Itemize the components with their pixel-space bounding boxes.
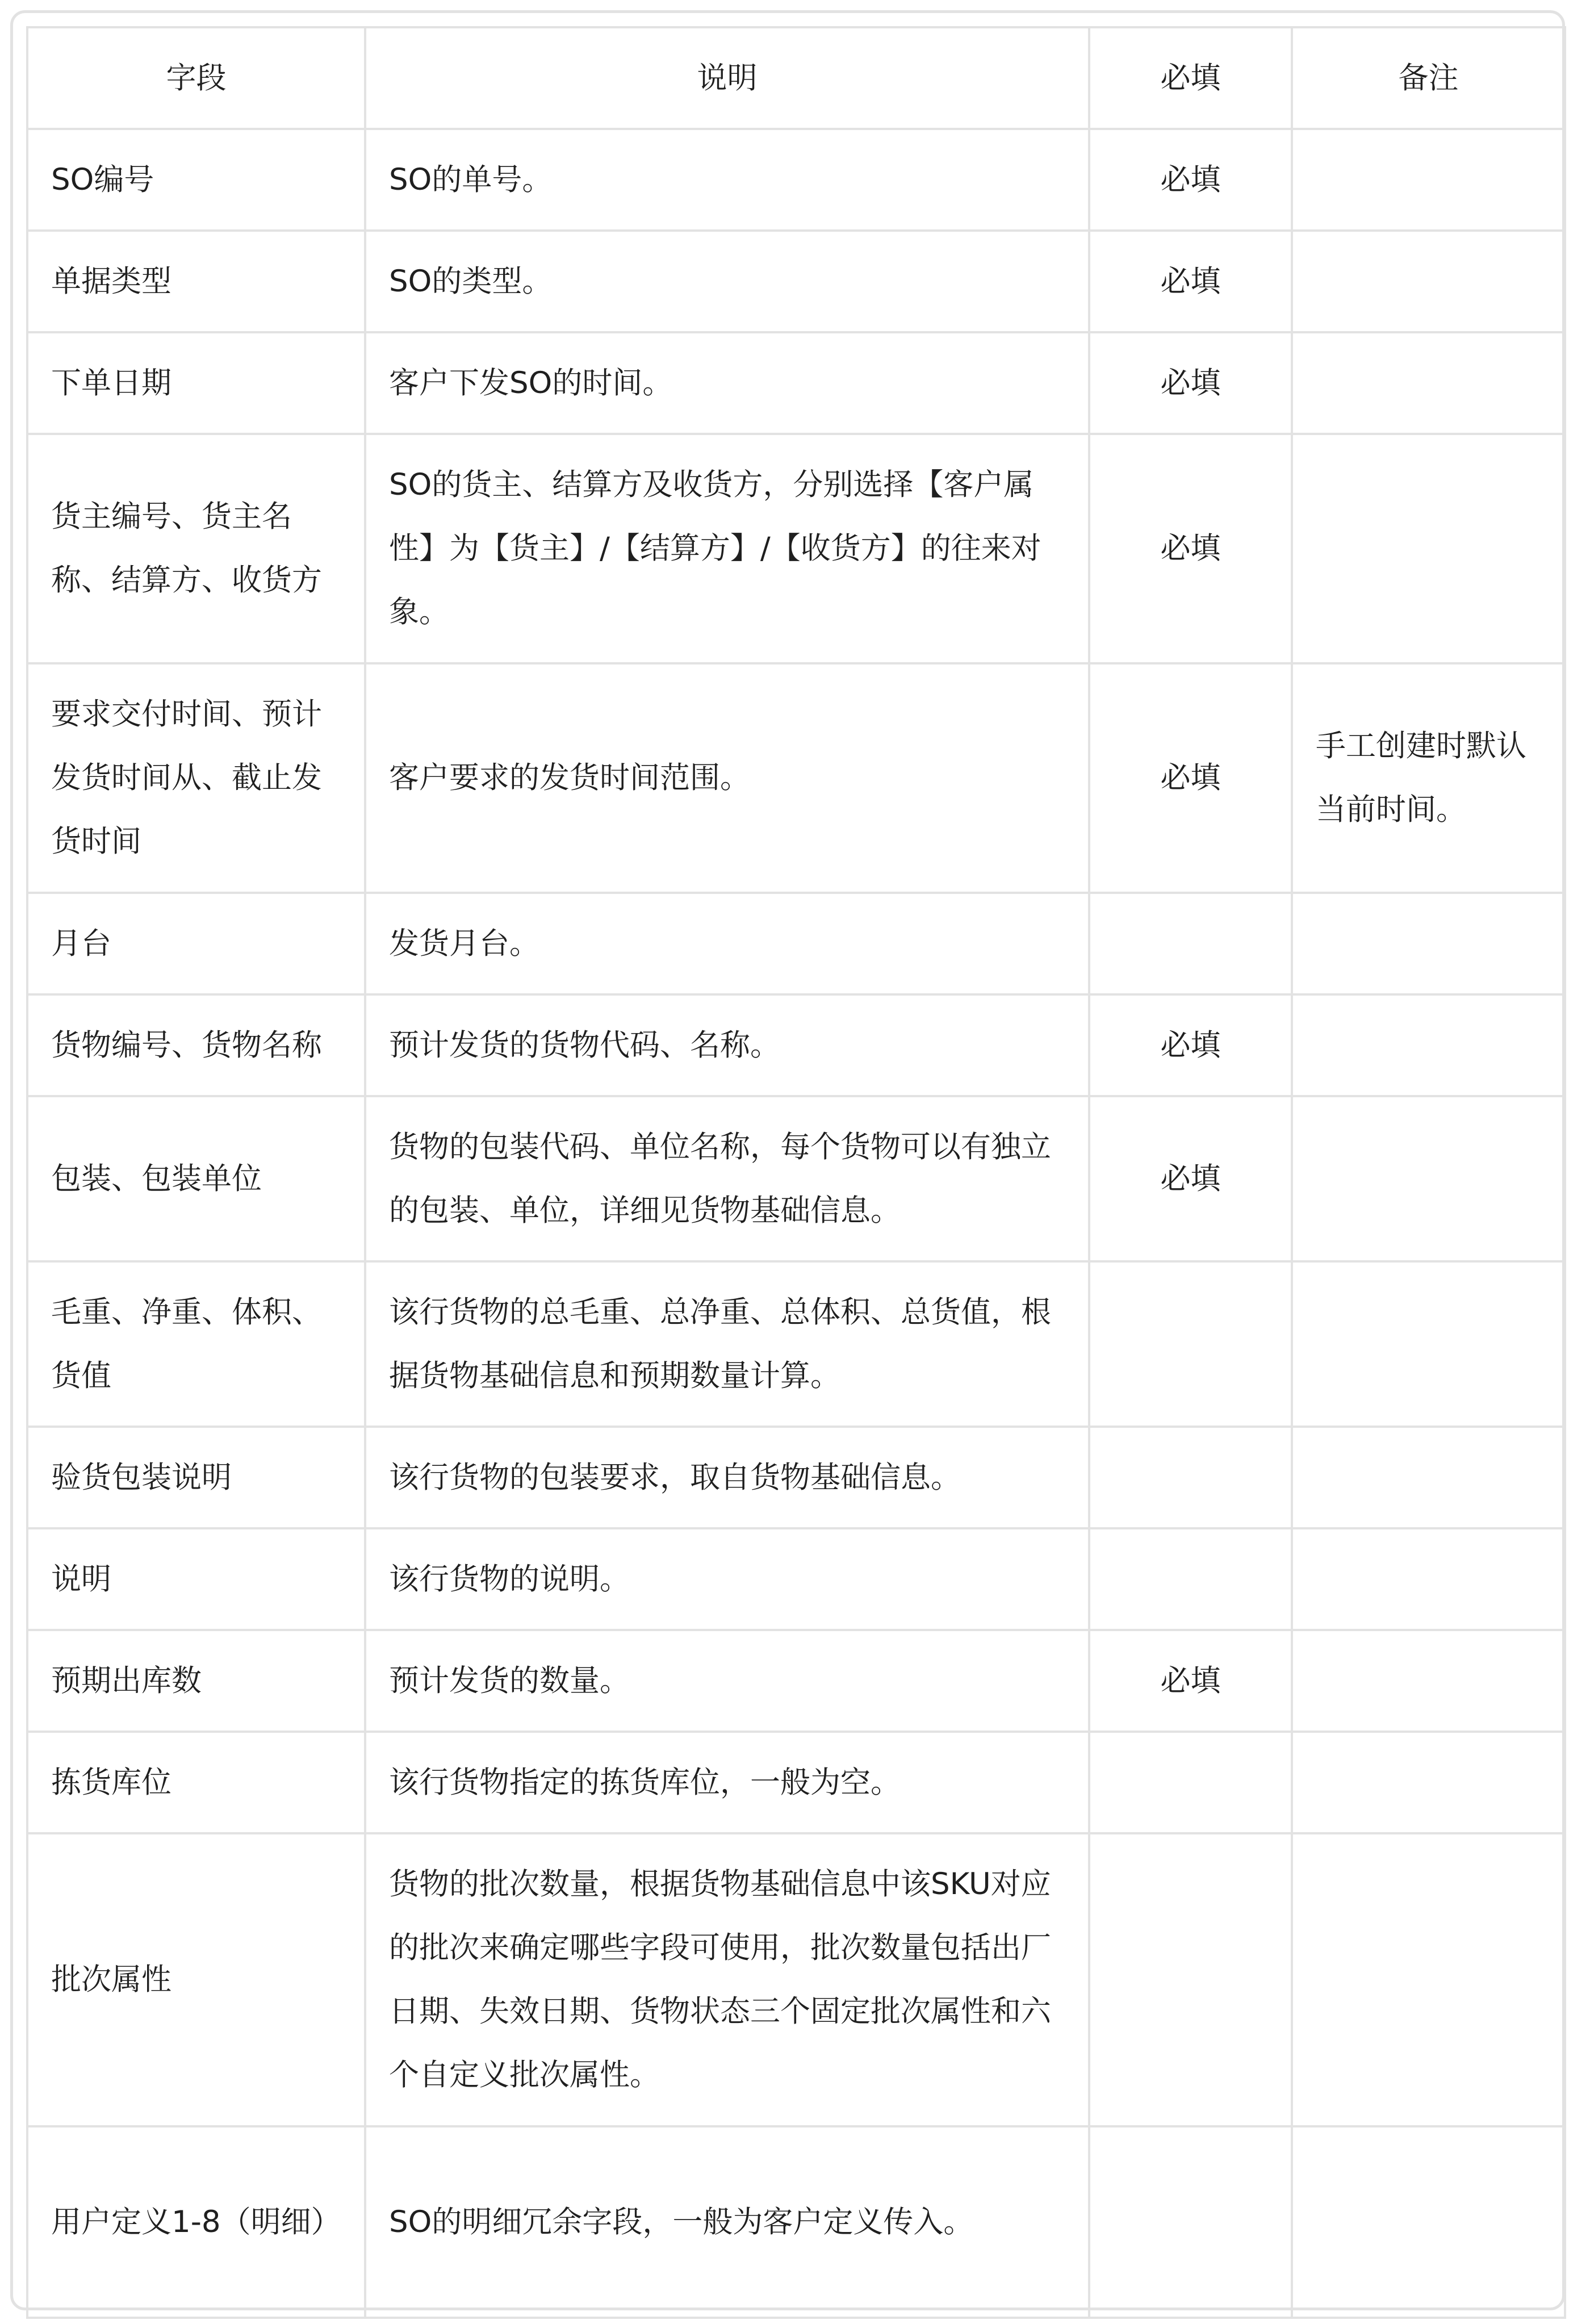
cell-required xyxy=(1089,1261,1292,1427)
cell-note xyxy=(1292,1427,1565,1528)
cell-field: 拣货库位 xyxy=(27,1732,365,1833)
cell-required xyxy=(1089,1528,1292,1630)
cell-field: 批次属性 xyxy=(27,1833,365,2126)
table-row xyxy=(27,994,1565,1096)
cell-note xyxy=(1292,994,1565,1096)
table-row xyxy=(27,332,1565,434)
header-field: 字段 xyxy=(27,27,365,129)
cell-required xyxy=(1089,2126,1292,2318)
table-row xyxy=(27,1732,1565,1833)
cell-field: 预期出库数 xyxy=(27,1630,365,1732)
cell-field: 货主编号、货主名称、结算方、收货方 xyxy=(27,434,365,663)
field-spec-table xyxy=(26,26,1566,2319)
cell-description: 该行货物的包装要求，取自货物基础信息。 xyxy=(365,1427,1089,1528)
cell-note xyxy=(1292,1630,1565,1732)
table-header-row xyxy=(27,27,1565,129)
cell-required: 必填 xyxy=(1089,129,1292,231)
cell-required: 必填 xyxy=(1089,663,1292,893)
cell-required: 必填 xyxy=(1089,332,1292,434)
table-row xyxy=(27,1528,1565,1630)
table-row xyxy=(27,129,1565,231)
cell-field: 货物编号、货物名称 xyxy=(27,994,365,1096)
cell-description: SO的类型。 xyxy=(365,231,1089,332)
cell-required xyxy=(1089,1833,1292,2126)
header-note: 备注 xyxy=(1292,27,1565,129)
cell-description: 客户要求的发货时间范围。 xyxy=(365,663,1089,893)
cell-description: 该行货物的总毛重、总净重、总体积、总货值，根据货物基础信息和预期数量计算。 xyxy=(365,1261,1089,1427)
table-row xyxy=(27,1096,1565,1261)
cell-required xyxy=(1089,893,1292,994)
cell-description: SO的明细冗余字段，一般为客户定义传入。 xyxy=(365,2126,1089,2318)
table-row xyxy=(27,663,1565,893)
header-description: 说明 xyxy=(365,27,1089,129)
cell-required: 必填 xyxy=(1089,231,1292,332)
cell-description: SO的单号。 xyxy=(365,129,1089,231)
cell-field: 单据类型 xyxy=(27,231,365,332)
cell-description: 货物的包装代码、单位名称，每个货物可以有独立的包装、单位，详细见货物基础信息。 xyxy=(365,1096,1089,1261)
cell-note xyxy=(1292,1528,1565,1630)
table-row xyxy=(27,1427,1565,1528)
cell-field: 要求交付时间、预计发货时间从、截止发货时间 xyxy=(27,663,365,893)
cell-field: 毛重、净重、体积、货值 xyxy=(27,1261,365,1427)
cell-note xyxy=(1292,332,1565,434)
table-row xyxy=(27,231,1565,332)
cell-note xyxy=(1292,231,1565,332)
cell-note xyxy=(1292,1732,1565,1833)
cell-description: 发货月台。 xyxy=(365,893,1089,994)
cell-required: 必填 xyxy=(1089,434,1292,663)
cell-description: 客户下发SO的时间。 xyxy=(365,332,1089,434)
cell-field: 说明 xyxy=(27,1528,365,1630)
cell-note xyxy=(1292,1096,1565,1261)
cell-field: 月台 xyxy=(27,893,365,994)
cell-required xyxy=(1089,1732,1292,1833)
table-row xyxy=(27,1261,1565,1427)
cell-description: SO的货主、结算方及收货方，分别选择【客户属性】为【货主】/【结算方】/【收货方】的往来对象。 xyxy=(365,434,1089,663)
cell-description: 货物的批次数量，根据货物基础信息中该SKU对应的批次来确定哪些字段可使用，批次数量包括出厂日期、失效日期、货物状态三个固定批次属性和六个自定义批次属性。 xyxy=(365,1833,1089,2126)
cell-note: 手工创建时默认当前时间。 xyxy=(1292,663,1565,893)
cell-field: SO编号 xyxy=(27,129,365,231)
table-row xyxy=(27,1630,1565,1732)
cell-note xyxy=(1292,1261,1565,1427)
table-row xyxy=(27,893,1565,994)
cell-required xyxy=(1089,1427,1292,1528)
cell-required: 必填 xyxy=(1089,1630,1292,1732)
table-row xyxy=(27,2126,1565,2318)
header-required: 必填 xyxy=(1089,27,1292,129)
cell-required: 必填 xyxy=(1089,1096,1292,1261)
cell-description: 该行货物指定的拣货库位，一般为空。 xyxy=(365,1732,1089,1833)
table-row xyxy=(27,1833,1565,2126)
cell-note xyxy=(1292,893,1565,994)
cell-description: 预计发货的数量。 xyxy=(365,1630,1089,1732)
cell-note xyxy=(1292,434,1565,663)
cell-field: 用户定义1-8（明细） xyxy=(27,2126,365,2318)
cell-note xyxy=(1292,1833,1565,2126)
cell-note xyxy=(1292,2126,1565,2318)
cell-note xyxy=(1292,129,1565,231)
cell-required: 必填 xyxy=(1089,994,1292,1096)
cell-field: 包装、包装单位 xyxy=(27,1096,365,1261)
cell-description: 该行货物的说明。 xyxy=(365,1528,1089,1630)
cell-description: 预计发货的货物代码、名称。 xyxy=(365,994,1089,1096)
table-row xyxy=(27,434,1565,663)
cell-field: 验货包装说明 xyxy=(27,1427,365,1528)
cell-field: 下单日期 xyxy=(27,332,365,434)
